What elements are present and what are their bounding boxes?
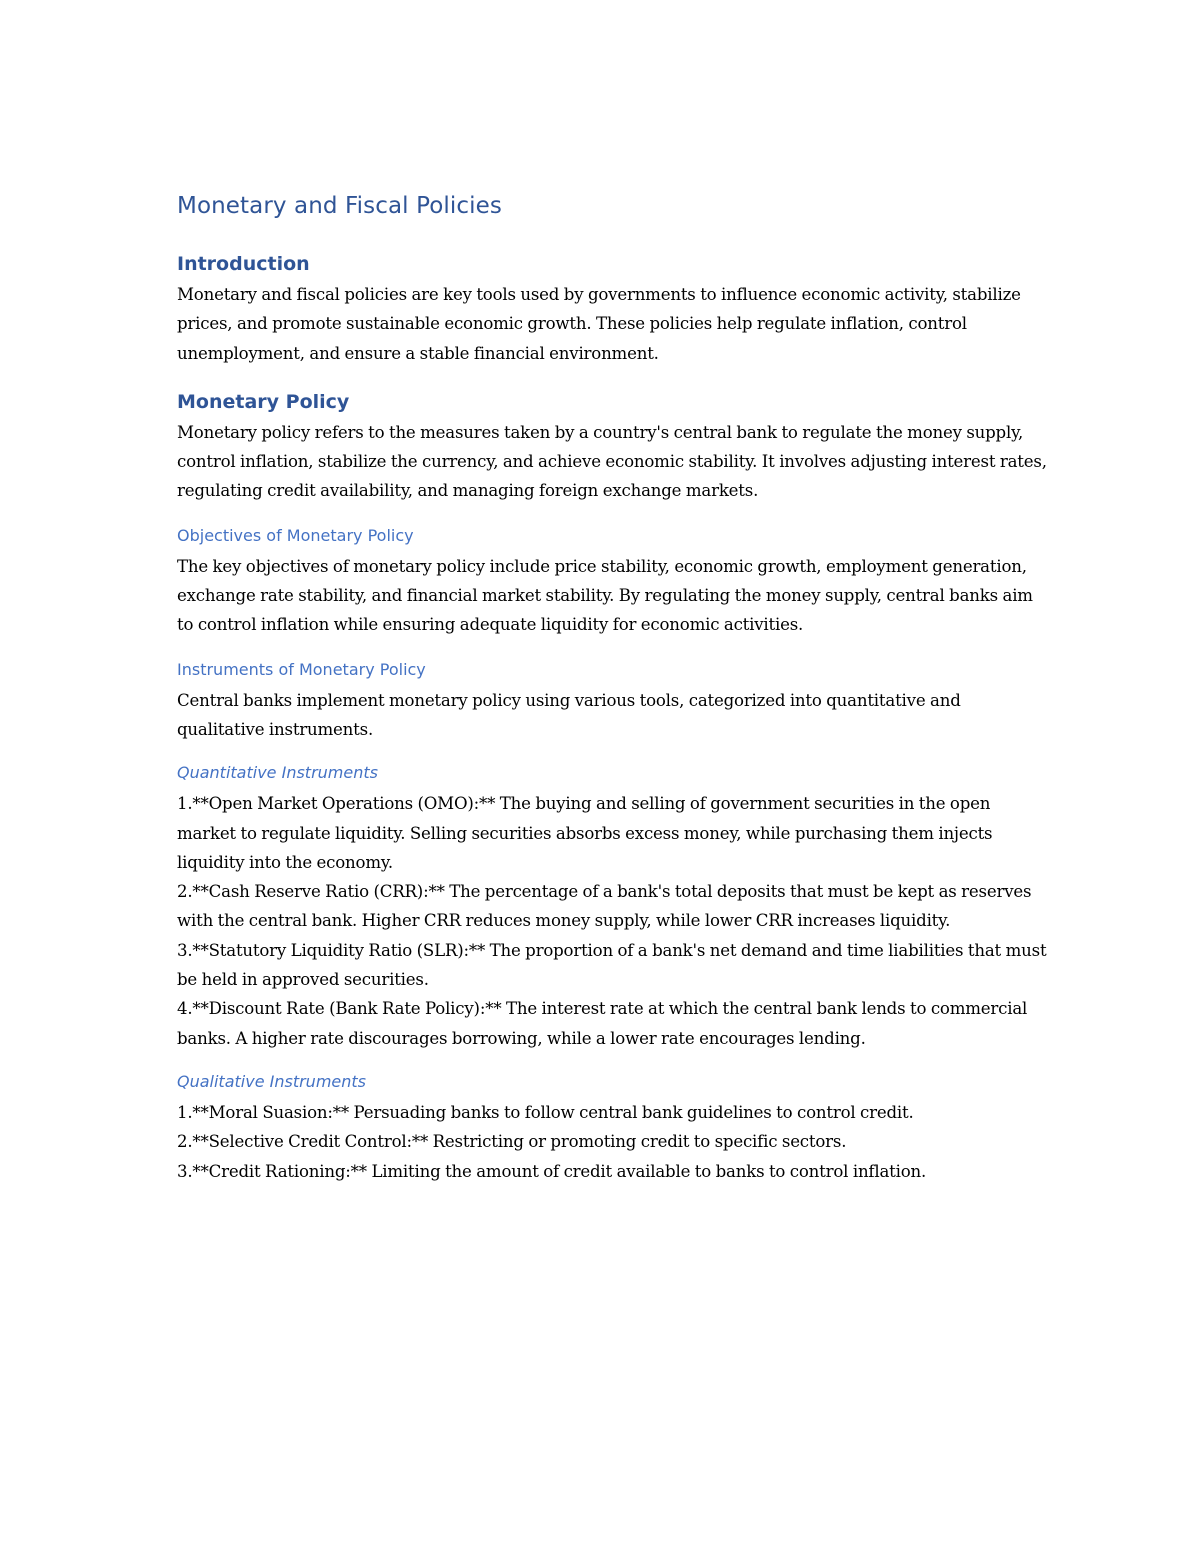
introduction-heading: Introduction [177,253,310,275]
list-item: 1.**Moral Suasion:** Persuading banks to follow central bank guidelines to control credit. [177,1102,914,1122]
document-page [177,190,1047,1186]
objectives-heading: Objectives of Monetary Policy [177,525,414,545]
instruments-heading: Instruments of Monetary Policy [177,659,426,679]
qualitative-list [177,1098,1047,1186]
list-item: 1.**Open Market Operations (OMO):** The buying and selling of government securities in the open market to regulate liquidity. Selling securities absorbs excess money, while purchasing them injects liquidity into the economy. [177,794,993,872]
instruments-paragraph: Central banks implement monetary policy using various tools, categorized into quantitative and qualitative instruments. [177,690,961,739]
objectives-paragraph: The key objectives of monetary policy include price stability, economic growth, employment generation, exchange rate stability, and financial market stability. By regulating the money supply, central banks aim to control inflation while ensuring adequate liquidity for economic activities. [177,556,1033,635]
document-title: Monetary and Fiscal Policies [177,193,502,219]
list-item: 2.**Cash Reserve Ratio (CRR):** The percentage of a bank's total deposits that must be kept as reserves with the central bank. Higher CRR reduces money supply, while lower CRR increases liquidity. [177,882,1032,931]
monetary-policy-paragraph: Monetary policy refers to the measures taken by a country's central bank to regulate the money supply, control inflation, stabilize the currency, and achieve economic stability. It involves adjusting interest rates, regulating credit availability, and managing foreign exchange markets. [177,422,1047,501]
monetary-policy-heading: Monetary Policy [177,390,350,413]
quantitative-heading: Quantitative Instruments [177,763,378,783]
list-item: 3.**Credit Rationing:** Limiting the amount of credit available to banks to control inflation. [177,1161,927,1181]
qualitative-heading: Qualitative Instruments [177,1071,366,1091]
introduction-paragraph: Monetary and fiscal policies are key tools used by governments to influence economic activity, stabilize prices, and promote sustainable economic growth. These policies help regulate inflation, control unemployment, and ensure a stable financial environment. [177,285,1021,363]
quantitative-list [177,789,1047,1053]
list-item: 2.**Selective Credit Control:** Restricting or promoting credit to specific sectors. [177,1132,847,1152]
list-item: 3.**Statutory Liquidity Ratio (SLR):** The proportion of a bank's net demand and time liabilities that must be held in approved securities. [177,940,1047,990]
list-item: 4.**Discount Rate (Bank Rate Policy):** The interest rate at which the central bank lends to commercial banks. A higher rate discourages borrowing, while a lower rate encourages lending. [177,999,1028,1048]
